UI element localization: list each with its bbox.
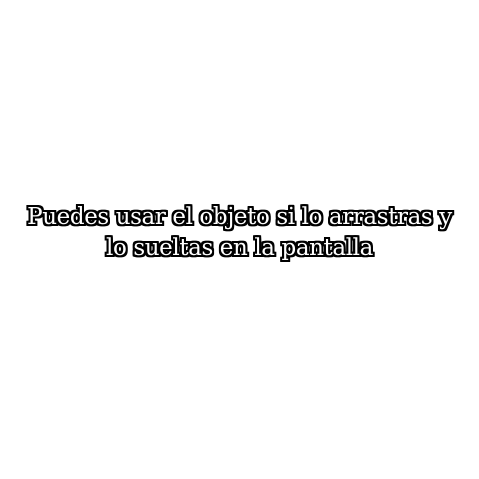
- hint-line-2: lo sueltas en la pantalla: [106, 235, 373, 261]
- tutorial-hint-text: [0, 202, 479, 264]
- hint-line-1: Puedes usar el objeto si lo arrastras y: [27, 204, 452, 230]
